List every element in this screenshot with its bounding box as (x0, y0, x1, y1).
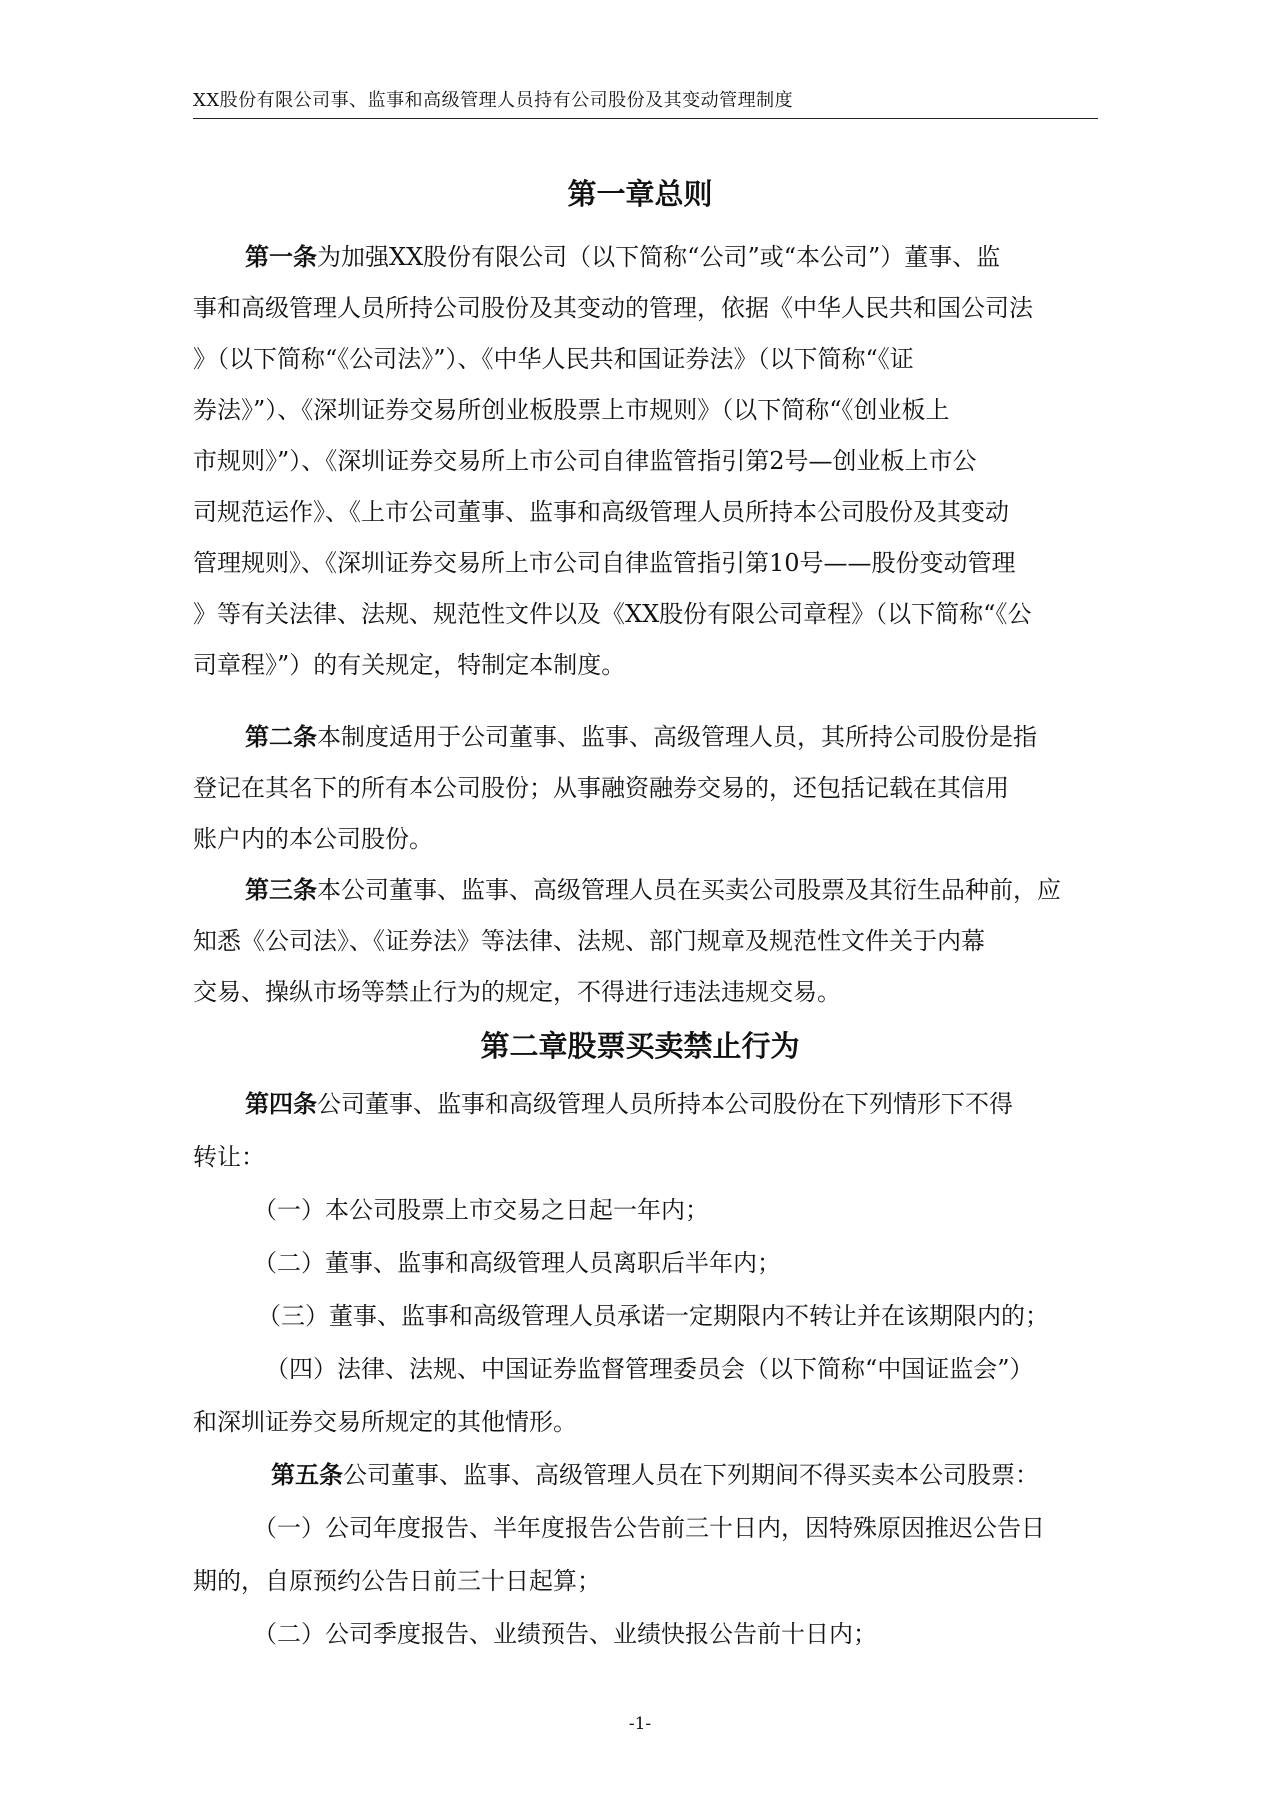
article-4-item-1: （一）本公司股票上市交易之日起一年内； (253, 1196, 709, 1224)
article-4-line-1: 第四条公司董事、监事和高级管理人员所持本公司股份在下列情形下不得 (245, 1090, 1013, 1118)
article-2-line-1: 第二条本制度适用于公司董事、监事、高级管理人员，其所持公司股份是指 (245, 723, 1037, 751)
chapter-title-1: 第一章总则 (567, 177, 713, 211)
article-4-item-4-cont: 和深圳证券交易所规定的其他情形。 (193, 1408, 577, 1436)
article-5-label: 第五条 (271, 1461, 343, 1489)
article-3-line-2: 知悉《公司法》、《证券法》等法律、法规、部门规章及规范性文件关于内幕 (193, 927, 985, 955)
article-1-line-4: 券法》”）、《深圳证券交易所创业板股票上市规则》（以下简称“《创业板上 (193, 396, 950, 424)
article-1-line-1: 第一条为加强XX股份有限公司（以下简称“公司”或“本公司”）董事、监 (245, 243, 1001, 271)
article-4-label: 第四条 (245, 1090, 317, 1118)
article-4-line-2: 转让： (193, 1143, 265, 1171)
article-5-item-1-cont: 期的，自原预约公告日前三十日起算； (193, 1567, 601, 1595)
article-3-line-1: 第三条本公司董事、监事、高级管理人员在买卖公司股票及其衍生品种前，应 (245, 876, 1061, 904)
article-1-line-2: 事和高级管理人员所持公司股份及其变动的管理，依据《中华人民共和国公司法 (193, 294, 1033, 322)
article-2-line-3: 账户内的本公司股份。 (193, 825, 433, 853)
article-2-label: 第二条 (245, 723, 317, 751)
article-1-line-7: 管理规则》、《深圳证券交易所上市公司自律监管指引第10号——股份变动管理 (193, 549, 1016, 577)
article-1-line-9: 司章程》”）的有关规定，特制定本制度。 (193, 651, 626, 679)
article-3-line-3: 交易、操纵市场等禁止行为的规定，不得进行违法违规交易。 (193, 978, 841, 1006)
article-1-line-3: 》（以下简称“《公司法》”）、《中华人民共和国证券法》（以下简称“《证 (193, 345, 914, 373)
article-1-line-5: 市规则》”）、《深圳证券交易所上市公司自律监管指引第2号—创业板上市公 (193, 447, 977, 475)
article-2-line-2: 登记在其名下的所有本公司股份；从事融资融券交易的，还包括记载在其信用 (193, 774, 1009, 802)
running-header: XX股份有限公司事、监事和高级管理人员持有公司股份及其变动管理制度 (193, 86, 1098, 119)
article-1-line-6: 司规范运作》、《上市公司董事、监事和高级管理人员所持本公司股份及其变动 (193, 498, 1009, 526)
page-number: -1- (628, 1714, 652, 1734)
article-5-line-1: 第五条公司董事、监事、高级管理人员在下列期间不得买卖本公司股票： (271, 1461, 1039, 1489)
article-4-item-4: （四）法律、法规、中国证券监督管理委员会（以下简称“中国证监会”） (265, 1355, 1034, 1383)
article-5-item-2: （二）公司季度报告、业绩预告、业绩快报公告前十日内； (253, 1620, 877, 1648)
article-1-line-8: 》等有关法律、法规、规范性文件以及《XX股份有限公司章程》（以下简称“《公 (193, 600, 1032, 628)
article-3-label: 第三条 (245, 876, 317, 904)
article-5-item-1: （一）公司年度报告、半年度报告公告前三十日内，因特殊原因推迟公告日 (253, 1514, 1045, 1542)
article-4-item-2: （二）董事、监事和高级管理人员离职后半年内； (253, 1249, 781, 1277)
article-4-item-3: （三）董事、监事和高级管理人员承诺一定期限内不转让并在该期限内的； (257, 1302, 1049, 1330)
chapter-title-2: 第二章股票买卖禁止行为 (480, 1029, 800, 1063)
article-1-label: 第一条 (245, 243, 317, 271)
